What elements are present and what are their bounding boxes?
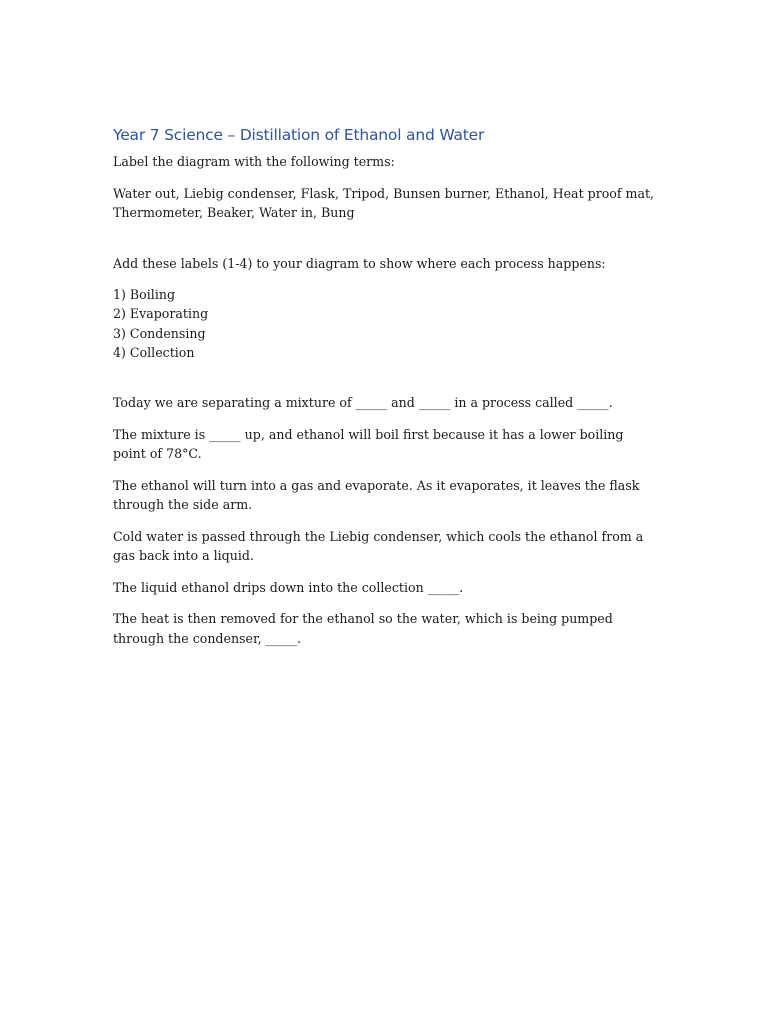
document-title: Year 7 Science – Distillation of Ethanol and Water — [113, 126, 485, 144]
process-labels-list — [113, 285, 658, 362]
paragraph: Cold water is passed through the Liebig condenser, which cools the ethanol from a gas back into a liquid. — [113, 528, 644, 564]
paragraph: The heat is then removed for the ethanol so the water, which is being pumped through the condenser, _____. — [113, 611, 613, 646]
paragraph: The mixture is _____ up, and ethanol will boil first because it has a lower boiling point of 78°C. — [113, 426, 624, 462]
list-item: 3) Condensing — [113, 325, 206, 341]
list-item: 4) Collection — [113, 344, 195, 360]
paragraph: Today we are separating a mixture of _____ and _____ in a process called _____. — [113, 395, 613, 411]
paragraph: The ethanol will turn into a gas and evaporate. As it evaporates, it leaves the flask through the side arm. — [113, 477, 640, 513]
labels-instruction: Add these labels (1-4) to your diagram to show where each process happens: — [113, 255, 606, 271]
list-item: 2) Evaporating — [113, 306, 209, 322]
document-page — [113, 124, 658, 648]
terms-line: Water out, Liebig condenser, Flask, Tripod, Bunsen burner, Ethanol, Heat proof mat, — [113, 185, 655, 201]
terms-instruction: Label the diagram with the following terms: — [113, 154, 395, 169]
list-item: 1) Boiling — [113, 287, 176, 302]
paragraph: The liquid ethanol drips down into the collection _____. — [113, 579, 464, 595]
terms-line: Thermometer, Beaker, Water in, Bung — [113, 205, 355, 220]
terms-list — [113, 184, 658, 223]
